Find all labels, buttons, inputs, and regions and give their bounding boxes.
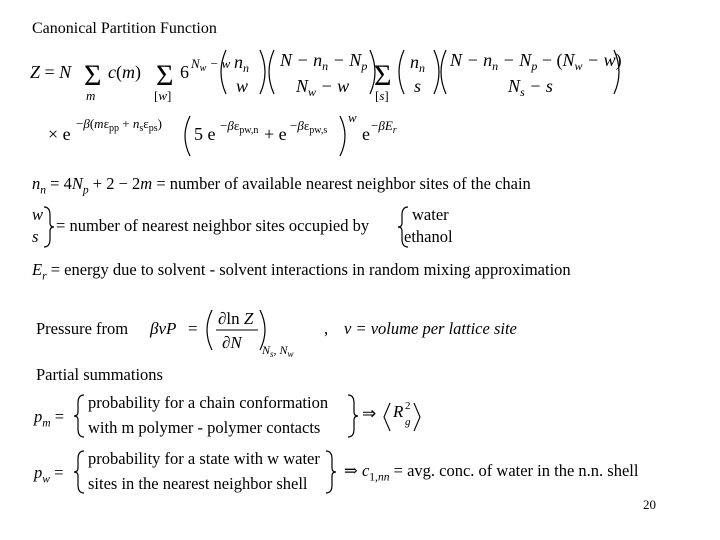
- pressure-v-definition: v = volume per lattice site: [344, 319, 517, 338]
- svg-text:nn: $n_n$: [410, 52, 425, 75]
- svg-text:Σ: Σ: [374, 59, 392, 92]
- pw-result: ⇒ $c_{1,nn}$ = avg. conc. of water in the n.n. shell: [344, 461, 639, 484]
- svg-text:Nw − w: $N_w - w$: [191, 56, 231, 74]
- pw-symbol: $p_w$ =: [34, 463, 64, 486]
- pw-left-brace: [72, 449, 86, 495]
- er-definition: [32, 260, 571, 282]
- svg-text:e: e: [362, 124, 370, 144]
- svg-text:× e: × e: [48, 124, 71, 144]
- ws-description: number of nearest neighbor sites occupied by: [69, 216, 370, 235]
- svg-text:Z = N: Z = N: [30, 62, 72, 82]
- svg-text:N − nn − Np − (Nw − w): $N - n_n - N_p - (N_w - w)$: [450, 50, 622, 73]
- page-number: 20: [643, 497, 656, 512]
- partition-function-equation: [30, 42, 622, 103]
- svg-text:=: =: [188, 319, 198, 338]
- pw-result-description: avg. conc. of water in the n.n. shell: [407, 461, 639, 480]
- svg-text:⇒: ⇒: [362, 404, 377, 423]
- svg-text:Nw − w: $N_w - w$: [296, 76, 350, 99]
- pm-definition: [34, 393, 454, 443]
- svg-text:−βEr: $-\beta E_r$: [371, 118, 397, 136]
- svg-text:s: s: [414, 76, 422, 96]
- pressure-label: Pressure from: [36, 319, 129, 338]
- pm-symbol: $p_m$ =: [34, 407, 65, 430]
- er-description: energy due to solvent - solvent interactions in random mixing approximation: [64, 260, 571, 279]
- pw-definition: [34, 449, 674, 499]
- svg-text:∂N: ∂N: [222, 333, 242, 352]
- pm-line-1: probability for a chain conformation: [88, 393, 329, 412]
- svg-text:−β(mεpp + nsεps): $-\beta(m\varepsilon_{pp} + n_s\varepsilon_{ps})$: [76, 116, 162, 134]
- ws-brace: [42, 205, 56, 249]
- svg-text:g: g: [405, 416, 411, 428]
- pw-line-1: probability for a state with w water: [88, 449, 320, 468]
- nn-formula: $n_n = 4N_p + 2 - 2m$ =: [32, 174, 170, 197]
- svg-text:Σ: Σ: [156, 59, 174, 92]
- pm-line-2: with m polymer - polymer contacts: [88, 418, 321, 437]
- svg-text:w: w: [236, 76, 249, 96]
- svg-text:6: 6: [180, 62, 189, 82]
- svg-text:nn: $n_n$: [234, 52, 249, 75]
- svg-text:m: m: [86, 88, 96, 103]
- svg-text:[s]: [s]: [375, 88, 389, 103]
- pm-result: [360, 399, 460, 437]
- svg-text:+ e: + e: [264, 124, 287, 144]
- pressure-comma: ,: [324, 319, 329, 338]
- ws-option-water: water: [412, 205, 449, 224]
- svg-text:R: R: [393, 402, 404, 421]
- svg-text:c(m): c(m): [108, 62, 141, 82]
- nn-definition: [32, 174, 531, 196]
- partial-summations-heading: Partial summations: [36, 365, 163, 384]
- slide-title: Canonical Partition Function: [32, 20, 217, 37]
- svg-text:−βεpw,s: $-\beta\varepsilon_{pw,s}$: [290, 118, 328, 136]
- svg-text:N − nn − Np: $N - n_n - N_p$: [280, 50, 368, 73]
- svg-text:Ns, Nw: $N_s$, $N_w$: [262, 343, 294, 359]
- svg-text:[w]: [w]: [154, 88, 172, 103]
- svg-text:Ns − s: $N_s - s$: [508, 76, 553, 99]
- pm-left-brace: [72, 393, 86, 439]
- svg-text:2: 2: [405, 400, 411, 412]
- svg-text:w: w: [348, 110, 357, 125]
- pressure-equation: [150, 304, 330, 364]
- svg-text:−βεpw,n: $-\beta\varepsilon_{pw,n}$: [220, 118, 259, 136]
- pw-line-2: sites in the nearest neighbor shell: [88, 474, 308, 493]
- er-symbol: $E_r$ =: [32, 260, 65, 283]
- partition-function-equation-exponentials: [48, 110, 448, 160]
- svg-text:Σ: Σ: [84, 59, 102, 92]
- svg-text:5 e: 5 e: [194, 124, 216, 144]
- nn-description: number of available nearest neighbor sites of the chain: [169, 174, 531, 193]
- pw-right-brace: [324, 449, 338, 495]
- ws-option-ethanol: ethanol: [404, 227, 453, 246]
- svg-text:βvP: βvP: [150, 319, 177, 338]
- svg-text:∂ln Z: ∂ln Z: [218, 309, 254, 328]
- pm-right-brace: [346, 393, 360, 439]
